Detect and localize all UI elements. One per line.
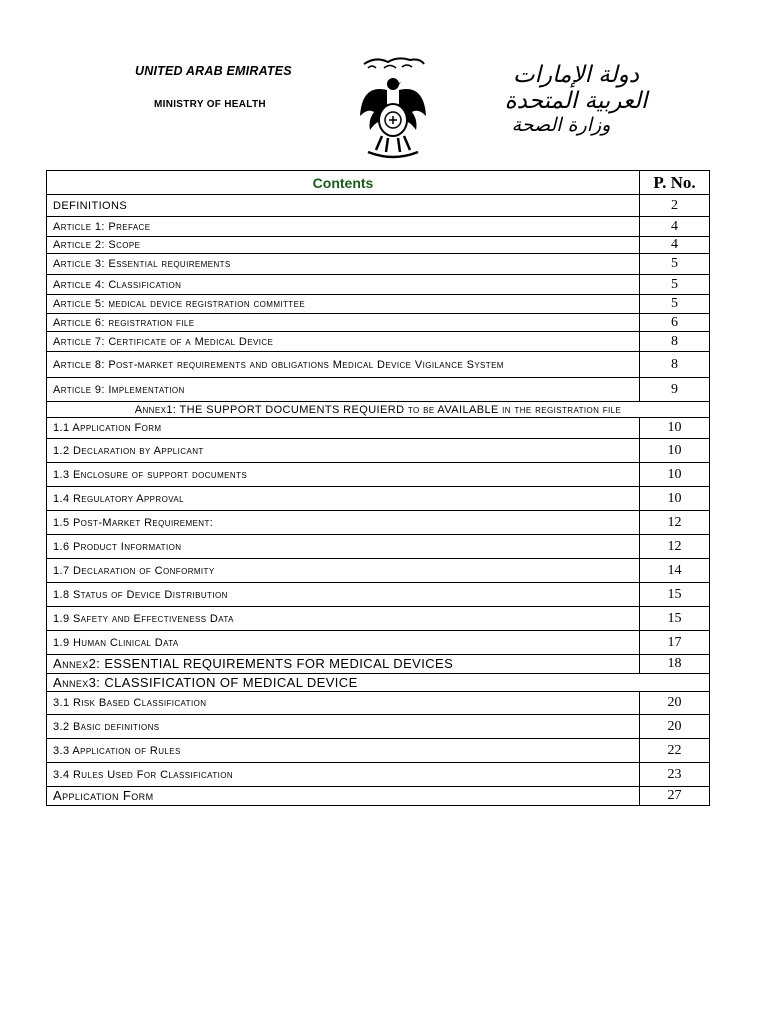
- toc-entry-label: Article 6: registration file: [47, 314, 640, 332]
- toc-entry-page: 8: [640, 332, 710, 352]
- contents-title: Contents: [47, 171, 640, 195]
- toc-entry-label: Article 4: Classification: [47, 275, 640, 295]
- toc-row: [47, 195, 710, 217]
- toc-entry-page: 10: [640, 487, 710, 511]
- toc-entry-label: 1.7 Declaration of Conformity: [47, 559, 640, 583]
- toc-row: [47, 655, 710, 674]
- toc-row: [47, 535, 710, 559]
- toc-entry-label: 1.5 Post-Market Requirement:: [47, 511, 640, 535]
- toc-entry-page: 22: [640, 739, 710, 763]
- toc-entry-page: 5: [640, 295, 710, 314]
- toc-row: [47, 314, 710, 332]
- toc-entry-label: 1.2 Declaration by Applicant: [47, 439, 640, 463]
- toc-row: [47, 352, 710, 378]
- country-name: UNITED ARAB EMIRATES: [135, 64, 292, 78]
- toc-entry-page: 14: [640, 559, 710, 583]
- toc-entry-page: 23: [640, 763, 710, 787]
- toc-entry-page: 4: [640, 237, 710, 254]
- toc-row: [47, 295, 710, 314]
- toc-row: [47, 583, 710, 607]
- toc-entry-label: Article 7: Certificate of a Medical Device: [47, 332, 640, 352]
- toc-entry-page: 2: [640, 195, 710, 217]
- toc-row: [47, 559, 710, 583]
- english-header: [135, 64, 335, 110]
- annex3-heading: Annex3: CLASSIFICATION OF MEDICAL DEVICE: [47, 674, 710, 692]
- toc-row: [47, 739, 710, 763]
- toc-entry-page: 20: [640, 715, 710, 739]
- arabic-country-name: دولة الإمارات العربية المتحدة: [504, 62, 648, 114]
- contents-table: [46, 170, 710, 806]
- toc-entry-page: 15: [640, 583, 710, 607]
- ministry-name: MINISTRY OF HEALTH: [154, 99, 266, 110]
- toc-entry-label: 1.8 Status of Device Distribution: [47, 583, 640, 607]
- toc-entry-page: 10: [640, 463, 710, 487]
- toc-entry-page: 18: [640, 655, 710, 674]
- toc-entry-label: Application Form: [47, 787, 640, 806]
- toc-row: [47, 254, 710, 275]
- toc-entry-label: Article 2: Scope: [47, 237, 640, 254]
- toc-entry-label: 1.1 Application Form: [47, 418, 640, 439]
- toc-entry-label: 3.4 Rules Used For Classification: [47, 763, 640, 787]
- toc-row: [47, 487, 710, 511]
- toc-entry-label: DEFINITIONS: [47, 195, 640, 217]
- toc-entry-label: 1.9 Human Clinical Data: [47, 631, 640, 655]
- toc-entry-label: Article 1: Preface: [47, 217, 640, 237]
- toc-entry-label: Article 8: Post-market requirements and obligations Medical Device Vigilance System: [47, 352, 640, 378]
- toc-row: [47, 715, 710, 739]
- toc-entry-label: 3.3 Application of Rules: [47, 739, 640, 763]
- toc-section-row: [47, 402, 710, 418]
- toc-entry-page: 10: [640, 418, 710, 439]
- toc-row: [47, 763, 710, 787]
- toc-row: [47, 418, 710, 439]
- uae-falcon-emblem-icon: [354, 54, 432, 162]
- toc-entry-page: 10: [640, 439, 710, 463]
- toc-entry-label: Article 3: Essential requirements: [47, 254, 640, 275]
- annex2-heading: Annex2: ESSENTIAL REQUIREMENTS FOR MEDICAL DEVICES: [47, 655, 640, 674]
- toc-row: [47, 607, 710, 631]
- toc-row: [47, 511, 710, 535]
- toc-entry-page: 9: [640, 378, 710, 402]
- toc-entry-label: 1.9 Safety and Effectiveness Data: [47, 607, 640, 631]
- toc-row: [47, 378, 710, 402]
- toc-row: [47, 631, 710, 655]
- page-number-header: P. No.: [640, 171, 710, 195]
- toc-row: [47, 217, 710, 237]
- toc-entry-page: 20: [640, 692, 710, 715]
- table-header-row: [47, 171, 710, 195]
- toc-entry-page: 12: [640, 535, 710, 559]
- toc-entry-label: 1.3 Enclosure of support documents: [47, 463, 640, 487]
- toc-entry-page: 8: [640, 352, 710, 378]
- arabic-header: [496, 62, 656, 136]
- letterhead: [0, 0, 768, 170]
- toc-row: [47, 237, 710, 254]
- toc-entry-label: 1.4 Regulatory Approval: [47, 487, 640, 511]
- toc-entry-label: 3.2 Basic definitions: [47, 715, 640, 739]
- toc-row: [47, 463, 710, 487]
- toc-row: [47, 332, 710, 352]
- toc-entry-page: 12: [640, 511, 710, 535]
- toc-entry-page: 27: [640, 787, 710, 806]
- toc-entry-label: 3.1 Risk Based Classification: [47, 692, 640, 715]
- toc-entry-label: 1.6 Product Information: [47, 535, 640, 559]
- toc-row: [47, 787, 710, 806]
- toc-entry-label: Article 5: medical device registration committee: [47, 295, 640, 314]
- annex1-heading: Annex1: THE SUPPORT DOCUMENTS REQUIERD to be AVAILABLE in the registration file: [47, 402, 710, 418]
- toc-entry-page: 5: [640, 275, 710, 295]
- arabic-ministry-name: وزارة الصحة: [511, 114, 611, 136]
- toc-row: [47, 439, 710, 463]
- toc-entry-page: 17: [640, 631, 710, 655]
- toc-entry-page: 5: [640, 254, 710, 275]
- toc-entry-label: Article 9: Implementation: [47, 378, 640, 402]
- toc-row: [47, 275, 710, 295]
- toc-section-row: [47, 674, 710, 692]
- toc-entry-page: 6: [640, 314, 710, 332]
- toc-entry-page: 4: [640, 217, 710, 237]
- toc-entry-page: 15: [640, 607, 710, 631]
- toc-row: [47, 692, 710, 715]
